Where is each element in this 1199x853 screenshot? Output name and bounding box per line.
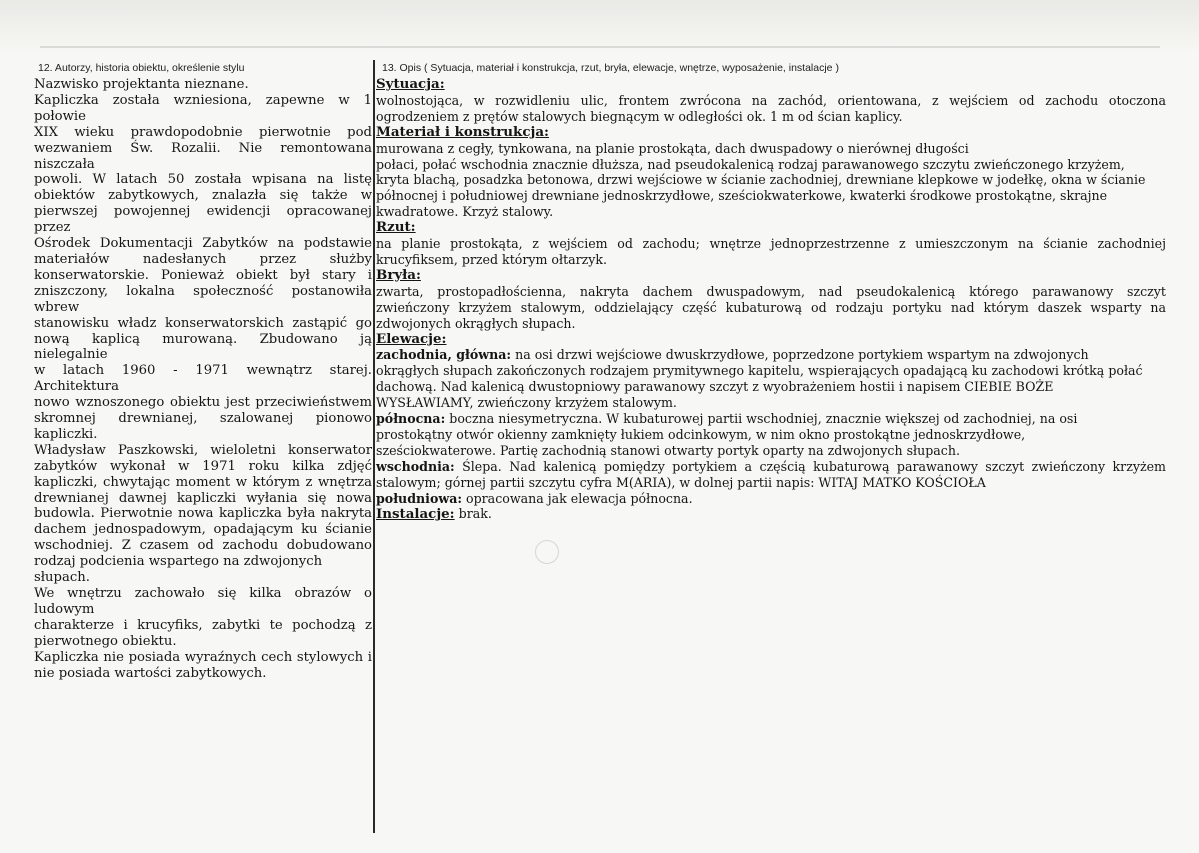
- description-line: na planie prostokąta, z wejściem od zachodu; wnętrze jednoprzestrzenne z umieszczonym na ścianie zachodniej: [376, 236, 1166, 252]
- description-line: zdwojonych okrągłych słupach.: [376, 315, 576, 331]
- history-line: stanowisku władz konserwatorskich zastąpić go: [34, 315, 372, 331]
- inline-text: boczna niesymetryczna. W kubaturowej partii wschodniej, znacznie większej od zachodniej, na osi: [445, 411, 1078, 427]
- history-line: kapliczki, chwytając moment w którym z wnętrza: [34, 474, 372, 490]
- inline-label: południowa:: [376, 490, 463, 506]
- description-line: stalowym; górnej partii szczytu cyfra M(ARIA), w dolnej partii napis: WITAJ MATKO KOŚCIOŁA: [376, 474, 986, 490]
- description-line: kryta blachą, posadzka betonowa, drzwi wejściowe w ścianie zachodniej, drewniane klepkowe w jodełkę, okna w ścianie: [376, 172, 1146, 188]
- description-line: ogrodzeniem z prętów stalowych biegnącym w odległości ok. 1 m od ścian kaplicy.: [376, 108, 903, 124]
- description-line: połaci, połać wschodnia znacznie dłuższa, nad pseudokalenicą rodzaj parawanowego szczytu zwieńczonego krzyżem,: [376, 156, 1125, 172]
- history-line: nową kaplicą murowaną. Zbudowano ją nielegalnie: [34, 331, 372, 363]
- description-line: prostokątny otwór okienny zamknięty łukiem odcinkowym, w nim okno prostokątne jednoskrzydłowe,: [376, 426, 1026, 442]
- history-line: konserwatorskie. Ponieważ obiekt był stary i: [34, 267, 372, 283]
- section-12-header: 12. Autorzy, historia obiektu, określenie stylu: [38, 62, 245, 74]
- history-line: obiektów zabytkowych, znalazła się także w: [34, 188, 372, 204]
- history-column: [34, 77, 372, 681]
- history-line: powoli. W latach 50 została wpisana na listę: [34, 172, 372, 188]
- history-line: materiałów nadesłanych przez służby: [34, 251, 372, 267]
- labeled-line: [376, 491, 1166, 507]
- inline-text: Ślepa. Nad kalenicą pomiędzy portykiem a częścią kubaturową parawanowy szczyt zwieńczony krzyżem: [454, 458, 1166, 474]
- labeled-line: [376, 459, 1166, 475]
- history-line: dachem jednospadowym, opadającym ku ścianie: [34, 522, 372, 538]
- inline-label: Instalacje:: [376, 506, 455, 523]
- section-13-header: 13. Opis ( Sytuacja, materiał i konstrukcja, rzut, bryła, elewacje, wnętrze, wyposażenie, instalacje ): [382, 62, 839, 74]
- description-column: [376, 77, 1166, 523]
- column-divider: [373, 60, 375, 833]
- history-line: Władysław Paszkowski, wieloletni konserwator: [34, 442, 372, 458]
- description-line: sześciokwaterowe. Partię zachodnią stanowi otwarty portyk oparty na zdwojonych słupach.: [376, 442, 960, 458]
- history-line: pierwotnego obiektu.: [34, 633, 177, 649]
- labeled-line: [376, 347, 1166, 363]
- history-line: budowla. Pierwotnie nowa kapliczka była nakryta: [34, 506, 372, 522]
- history-line: Kapliczka została wzniesiona, zapewne w 1 połowie: [34, 92, 372, 124]
- scan-artifact-line: [40, 46, 1160, 48]
- history-line: nowo wznoszonego obiektu jest przeciwieństwem: [34, 395, 372, 411]
- description-line: okrągłych słupach zakończonych rodzajem prymitywnego kapitelu, wspierających opadającą ku zachodowi krótką połać: [376, 363, 1143, 379]
- description-line: kwadratowe. Krzyż stalowy.: [376, 204, 554, 220]
- description-line: wolnostojąca, w rozwidleniu ulic, frontem zwrócona na zachód, orientowana, z wejściem od zachodu otoczona: [376, 92, 1166, 108]
- history-line: skromnej drewnianej, szalowanej pionowo kapliczki.: [34, 411, 372, 442]
- history-line: Nazwisko projektanta nieznane.: [34, 77, 249, 92]
- history-line: w latach 1960 - 1971 wewnątrz starej. Architektura: [34, 363, 372, 395]
- description-line: murowana z cegły, tynkowana, na planie prostokąta, dach dwuspadowy o nierównej długości: [376, 140, 969, 156]
- history-line: wezwaniem Św. Rozalii. Nie remontowana niszczała: [34, 140, 372, 172]
- description-line: zwieńczony krzyżem stalowym, oddzielający część kubaturową od rodzaju portyku nad którym daszek wsparty na: [376, 299, 1166, 315]
- description-line: krucyfiksem, przed którym ołtarzyk.: [376, 251, 608, 267]
- inline-text: opracowana jak elewacja północna.: [462, 490, 693, 506]
- section-heading: Bryła:: [376, 266, 421, 283]
- description-line: zwarta, prostopadłościenna, nakryta dachem dwuspadowym, nad pseudokalenicą którego parawanowy szczyt: [376, 283, 1166, 299]
- history-line: nie posiada wartości zabytkowych.: [34, 665, 267, 681]
- labeled-line: [376, 506, 1166, 523]
- inline-label: północna:: [376, 411, 446, 427]
- description-line: WYSŁAWIAMY, zwieńczony krzyżem stalowym.: [376, 395, 677, 411]
- inline-label: zachodnia, główna:: [376, 347, 512, 363]
- history-line: charakterze i krucyfiks, zabytki te pochodzą z: [34, 617, 372, 633]
- labeled-line: [376, 411, 1166, 427]
- history-line: zniszczony, lokalna społeczność postanowiła wbrew: [34, 283, 372, 315]
- section-heading: Elewacje:: [376, 330, 447, 347]
- description-line: północnej i południowej drewniane jednoskrzydłowe, sześciokwaterkowe, kwaterki środkowe prostokątne, skrajne: [376, 188, 1108, 204]
- history-line: We wnętrzu zachowało się kilka obrazów o ludowym: [34, 586, 372, 617]
- section-heading: Rzut:: [376, 219, 416, 236]
- faint-stamp-mark: [535, 540, 559, 564]
- history-line: zabytków wykonał w 1971 roku kilka zdjęć: [34, 458, 372, 474]
- scan-top-band: [0, 0, 1199, 50]
- inline-text: brak.: [454, 506, 492, 522]
- section-heading: Materiał i konstrukcja:: [376, 123, 549, 140]
- history-line: drewnianej dawnej kapliczki wyłania się nowa: [34, 490, 372, 506]
- inline-label: wschodnia:: [376, 458, 455, 474]
- history-line: pierwszej powojennej ewidencji opracowanej przez: [34, 204, 372, 236]
- history-line: XIX wieku prawdopodobnie pierwotnie pod: [34, 124, 372, 140]
- history-line: Kapliczka nie posiada wyraźnych cech stylowych i: [34, 649, 372, 665]
- history-line: rodzaj podcienia wspartego na zdwojonych słupach.: [34, 554, 323, 586]
- history-line: Ośrodek Dokumentacji Zabytków na podstawie: [34, 236, 372, 252]
- inline-text: na osi drzwi wejściowe dwuskrzydłowe, poprzedzone portykiem wspartym na zdwojonych: [511, 347, 1089, 363]
- history-line: wschodniej. Z czasem od zachodu dobudowano: [34, 538, 372, 554]
- section-heading: Sytuacja:: [376, 76, 445, 92]
- description-line: dachową. Nad kalenicą dwustopniowy parawanowy szczyt z wyobrażeniem hostii i napisem CIEBIE BOŻE: [376, 379, 1054, 395]
